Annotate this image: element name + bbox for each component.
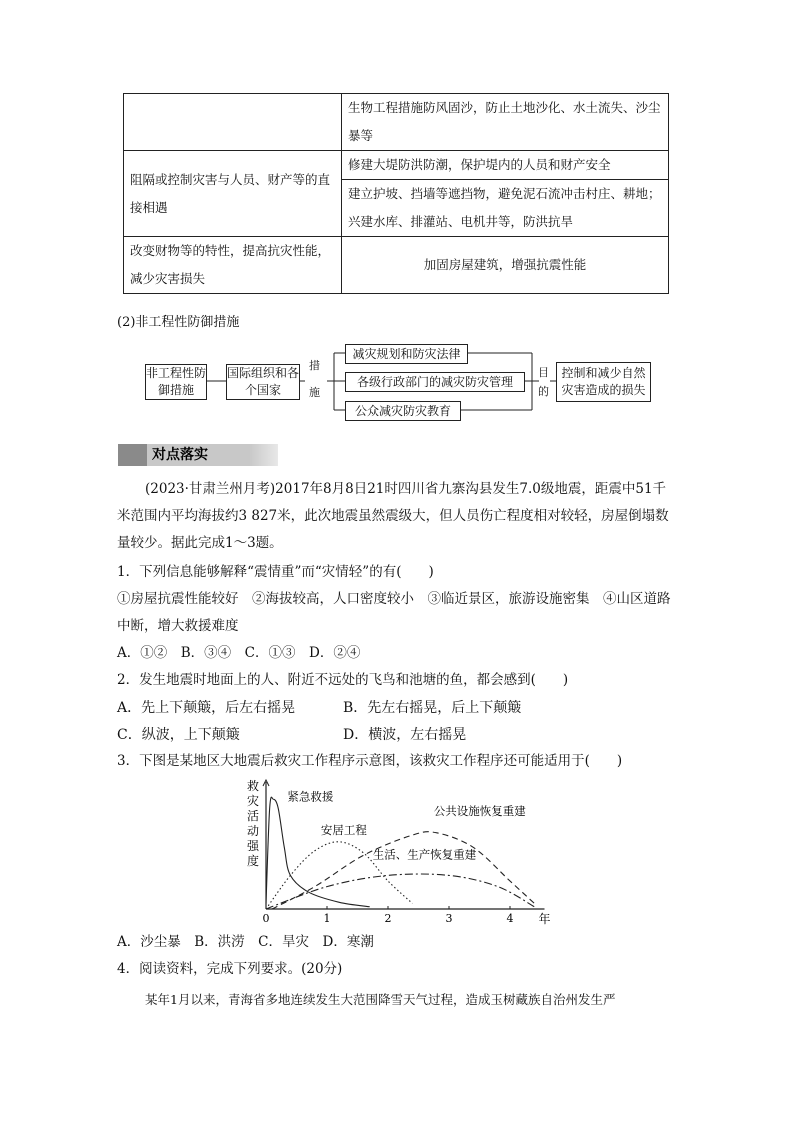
table-cell-block-contact: 阻隔或控制灾害与人员、财产等的直接相遇 — [124, 151, 342, 237]
x-tick-label: 4 — [506, 912, 514, 925]
y-axis-label-char: 救 — [246, 779, 260, 793]
flow-box-goal: 控制和减少自然灾害造成的损失 — [556, 362, 651, 402]
flow-item-management: 各级行政部门的减灾防灾管理 — [345, 372, 525, 392]
q1-stem: 1．下列信息能够解释“震情重”而“灾情轻”的有( ) — [117, 564, 434, 580]
series-line — [266, 874, 534, 909]
relief-chart — [230, 776, 560, 926]
section-banner — [118, 444, 278, 466]
series-label: 生活、生产恢复重建 — [372, 847, 477, 862]
flow-label-de: 的 — [538, 385, 549, 398]
flow-label-shi: 施 — [309, 386, 320, 399]
x-axis-label: 年 — [538, 912, 551, 926]
q2-option-c: C．纵波，上下颠簸 — [117, 727, 240, 743]
intro-paragraph: (2023·甘肃兰州月考)2017年8月8日21时四川省九寨沟县发生7.0级地震，距震中51千米范围内平均海拔约3 827米，此次地震虽然震级大，但人员伤亡程度相对较轻，房屋倒塌数量较少。据此完成1～3题。 — [117, 481, 669, 551]
table-cell-change-property: 改变财物等的特性，提高抗灾性能，减少灾害损失 — [124, 237, 342, 294]
banner-title: 对点落实 — [152, 447, 208, 463]
q3-options: A．沙尘暴 B．洪涝 C．旱灾 D．寒潮 — [117, 934, 374, 950]
q1-info: ①房屋抗震性能较好 ②海拔较高，人口密度较小 ③临近景区，旅游设施密集 ④山区道路中断，增大救援难度 — [117, 591, 671, 634]
flow-item-education: 公众减灾防灾教育 — [345, 401, 461, 421]
y-axis-label-char: 活 — [246, 809, 260, 823]
y-axis-label-char: 强 — [246, 839, 260, 853]
x-tick-label: 1 — [323, 912, 331, 925]
series-label: 公共设施恢复重建 — [433, 803, 526, 818]
flow-label-cuo: 措 — [309, 359, 320, 372]
flow-item-planning: 减灾规划和防灾法律 — [345, 344, 468, 364]
q4-material: 某年1月以来，青海省多地连续发生大范围降雪天气过程，造成玉树藏族自治州发生严 — [145, 992, 616, 1007]
q2-option-d: D．横波，左右摇晃 — [343, 727, 467, 743]
q3-stem: 3．下图是某地区大地震后救灾工作程序示意图，该救灾工作程序还可能适用于( ) — [117, 753, 623, 769]
q1-options: A．①② B．③④ C．①③ D．②④ — [117, 645, 361, 661]
flow-label-mu: 目 — [538, 366, 549, 379]
flow-box-organizations: 国际组织和各个国家 — [226, 364, 300, 400]
flow-connectors — [0, 0, 794, 430]
table-cell-bio-measures: 生物工程措施防风固沙，防止土地沙化、水土流失、沙尘暴等 — [342, 94, 669, 151]
series-line — [272, 832, 534, 909]
q2-stem: 2．发生地震时地面上的人、附近不远处的飞鸟和池塘的鱼，都会感到( ) — [117, 672, 569, 688]
y-axis-label-char: 度 — [246, 854, 260, 868]
table-cell-dike: 修建大堤防洪防潮，保护堤内的人员和财产安全 — [342, 151, 669, 180]
section-2-title: (2)非工程性防御措施 — [117, 315, 240, 330]
flow-box-nonengineering: 非工程性防御措施 — [145, 364, 207, 400]
y-axis-label-char: 动 — [246, 824, 260, 838]
q4-stem: 4．阅读资料，完成下列要求。(20分) — [117, 961, 343, 977]
series-label: 安居工程 — [320, 822, 367, 837]
table-cell-slope-protection: 建立护坡、挡墙等遮挡物，避免泥石流冲击村庄、耕地；兴建水库、排灌站、电机井等，防洪抗旱 — [342, 180, 669, 237]
x-tick-label: 0 — [262, 912, 270, 925]
series-line — [266, 797, 370, 907]
series-label: 紧急救援 — [287, 789, 334, 804]
x-tick-label: 3 — [445, 912, 453, 925]
table-cell-reinforce: 加固房屋建筑，增强抗震性能 — [342, 237, 669, 294]
y-axis-label-char: 灾 — [246, 794, 260, 808]
q2-option-a: A．先上下颠簸，后左右摇晃 — [117, 700, 296, 716]
x-tick-label: 2 — [384, 912, 392, 925]
q2-option-b: B．先左右摇晃，后上下颠簸 — [343, 700, 522, 716]
